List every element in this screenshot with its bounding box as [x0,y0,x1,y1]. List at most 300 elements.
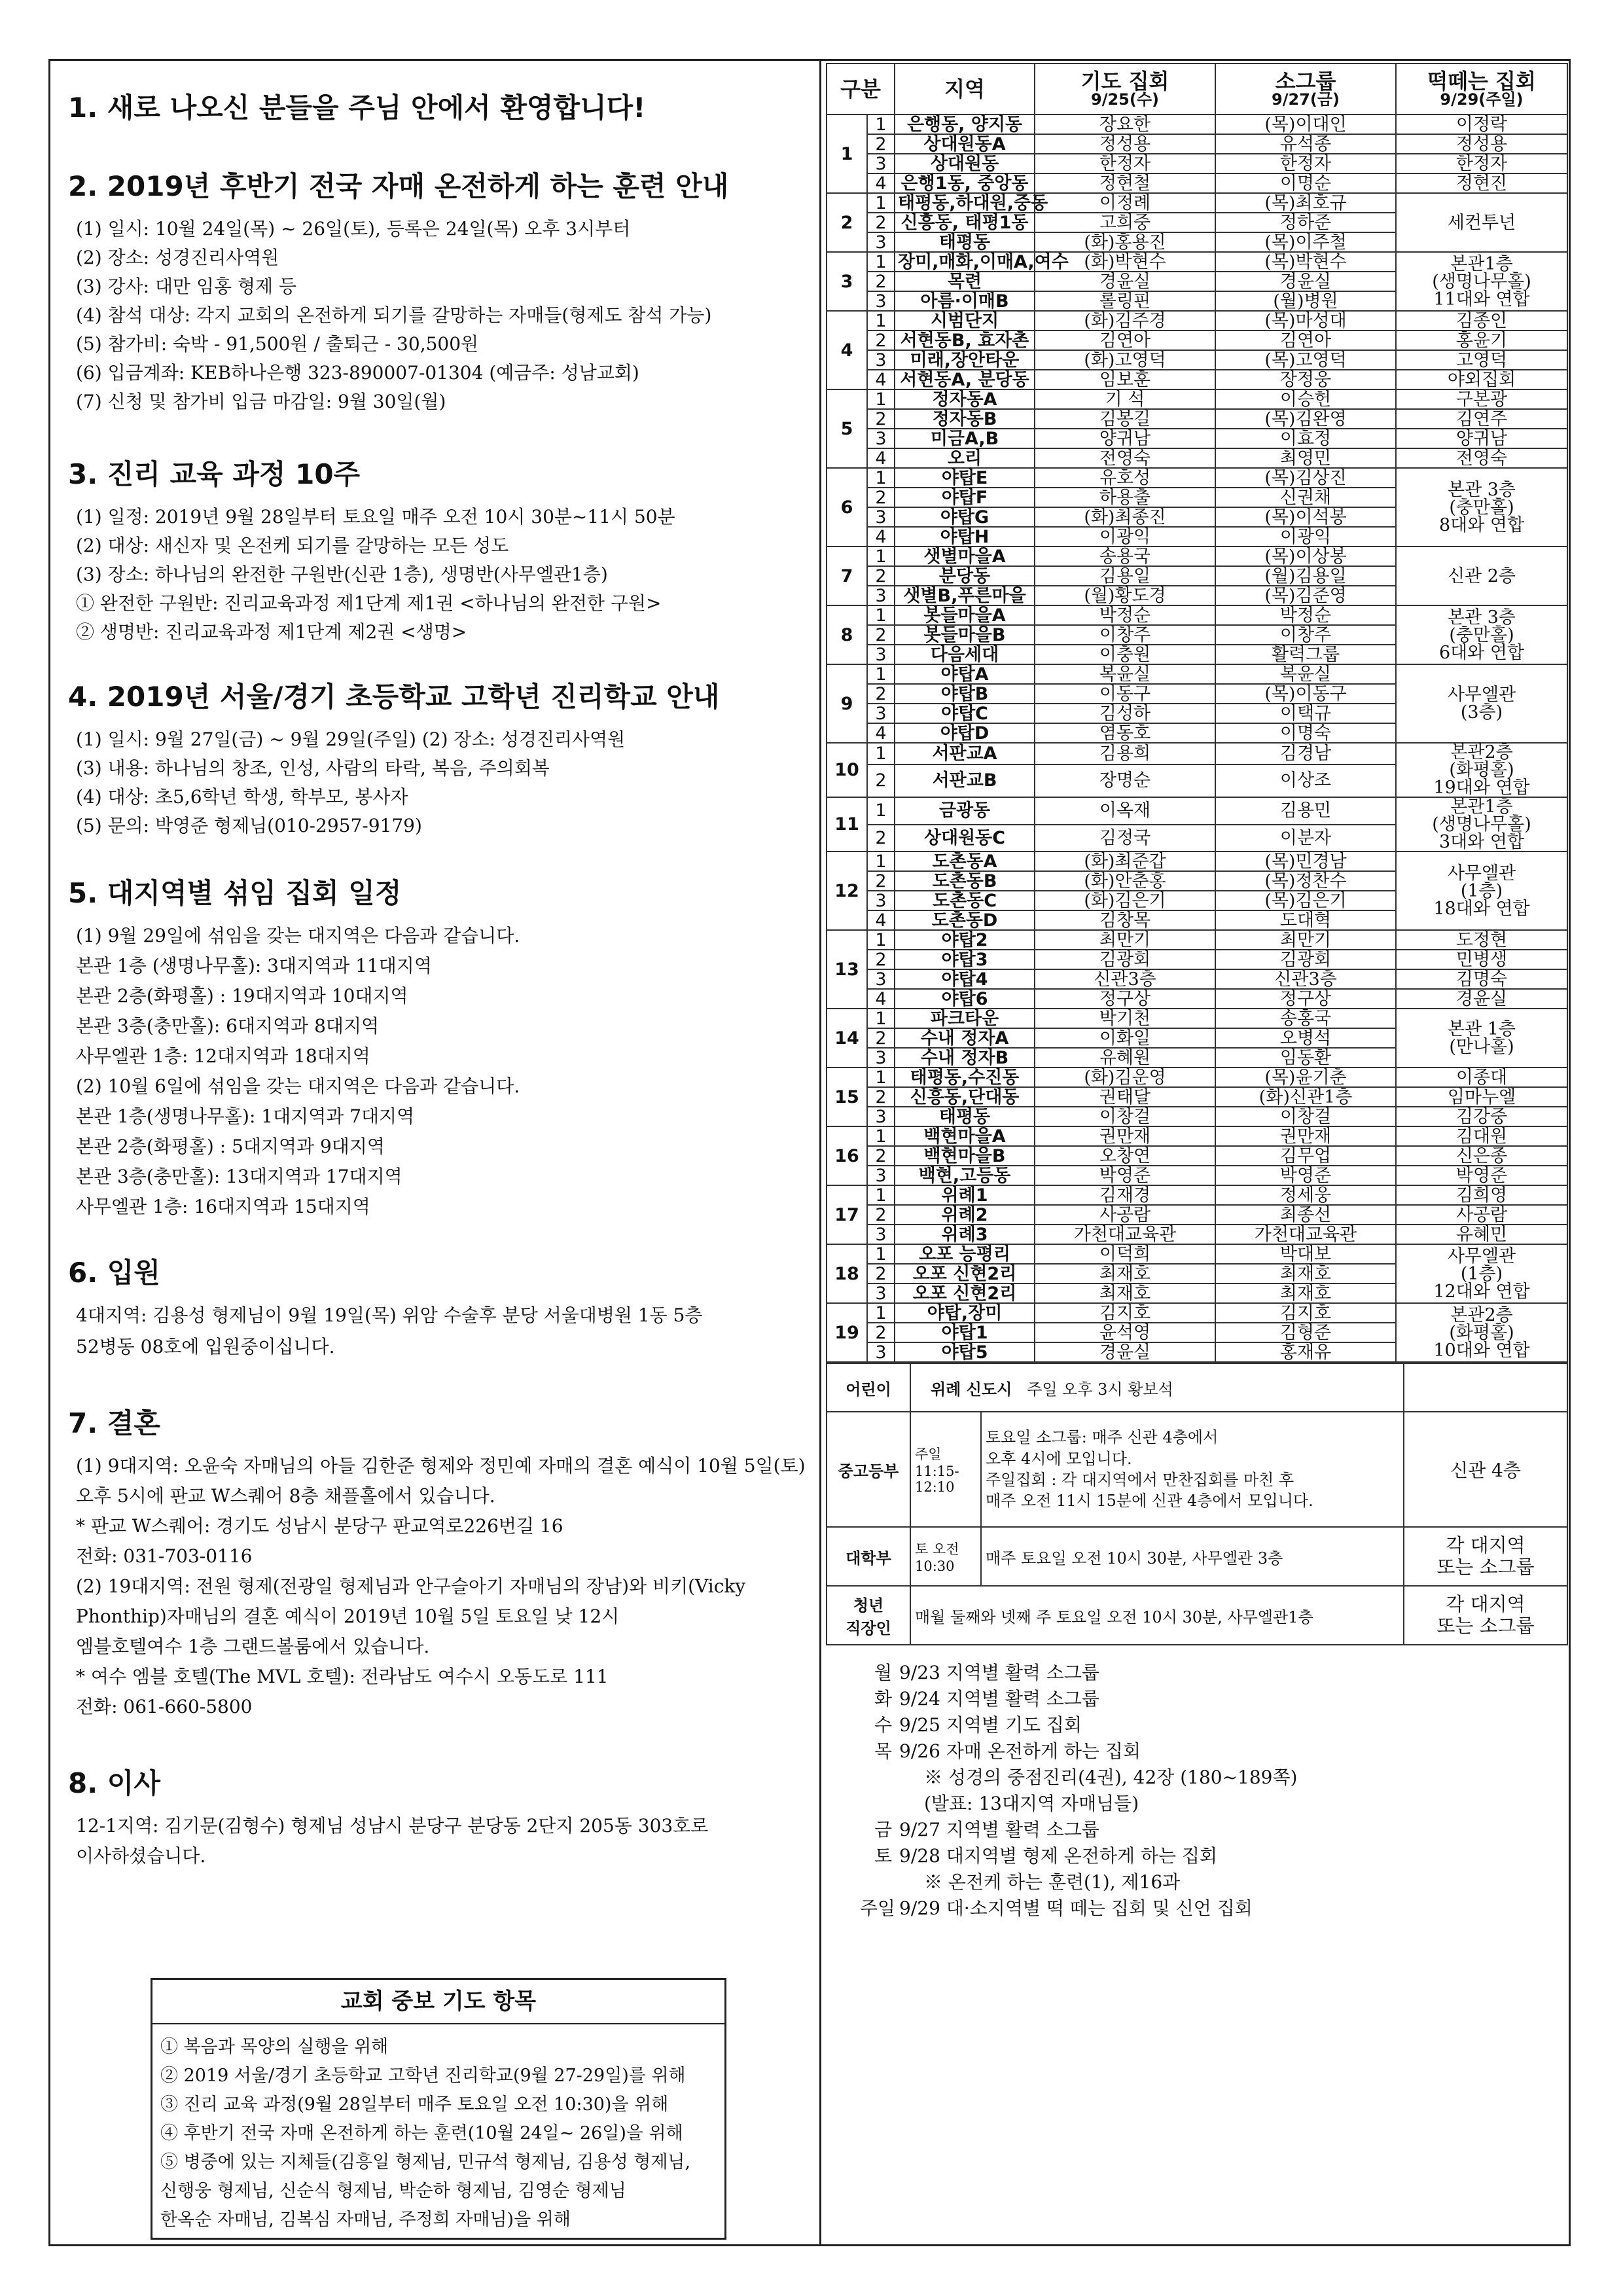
area-name: 도촌동B [895,871,1035,891]
prayer-meeting-leader: 이창걸 [1035,1107,1215,1126]
area-name: 오포 신현2리 [895,1264,1035,1283]
weekly-day: 주일 [860,1897,896,1919]
prayer-meeting-leader: 장요한 [1035,115,1215,134]
section-title: 6. 입원 [68,1257,160,1289]
region-group-number: 9 [827,664,867,743]
bread-breaking-place: 사무엘관 (3층) [1396,664,1567,743]
small-group-leader: 송홍국 [1215,1009,1396,1028]
small-group-leader: 가천대교육관 [1215,1225,1396,1244]
prayer-meeting-leader: 박영준 [1035,1166,1215,1185]
row-number: 1 [867,389,895,409]
prayer-meeting-leader: 유호성 [1035,468,1215,488]
small-group-leader: 박영준 [1215,1166,1396,1185]
area-name: 태평동 [895,232,1035,252]
weekly-day: 토 [874,1845,893,1867]
section-line: 이사하셨습니다. [76,1845,206,1867]
prayer-meeting-leader: (화)안춘홍 [1035,871,1215,891]
small-group-leader: 활력그룹 [1215,645,1396,664]
prayer-meeting-leader: 박정순 [1035,605,1215,625]
header-bread-date: 9/29(주일) [1440,90,1524,109]
section-line: (3) 내용: 하나님의 창조, 인성, 사람의 타락, 복음, 주의회복 [76,757,550,779]
small-group-leader: 정구상 [1215,989,1396,1009]
section-line: 사무엘관 1층: 12대지역과 18대지역 [76,1045,370,1067]
prayer-meeting-leader: 기 석 [1035,389,1215,409]
schedule-row [827,605,1567,625]
small-group-leader: (목)김상진 [1215,468,1396,488]
area-name: 백현마을B [895,1146,1035,1166]
schedule-row [827,1009,1567,1028]
section-line: * 여수 엠블 호텔(The MVL 호텔): 전라남도 여수시 오동도로 111 [76,1666,609,1687]
prayer-meeting-leader: 임보훈 [1035,370,1215,389]
schedule-row [827,1205,1567,1225]
row-number: 1 [867,1244,895,1264]
area-name: 야탑A [895,664,1035,684]
area-name: 수내 정자A [895,1028,1035,1048]
row-number: 1 [867,1067,895,1087]
small-group-leader: (월)김용일 [1215,566,1396,586]
area-name: 야탑2 [895,930,1035,950]
area-name: 야탑G [895,507,1035,527]
prayer-meeting-leader: 최만기 [1035,930,1215,950]
bread-breaking-leader: 고영덕 [1396,350,1567,370]
prayer-meeting-leader: 김지호 [1035,1303,1215,1323]
bread-breaking-place: 세컨투넌 [1396,193,1567,252]
section-title: 2. 2019년 후반기 전국 자매 온전하게 하는 훈련 안내 [68,170,729,202]
prayer-meeting-leader: (월)황도경 [1035,586,1215,605]
row-number: 3 [867,291,895,311]
weekly-day: 금 [874,1819,893,1840]
bread-breaking-leader: 임마누엘 [1396,1087,1567,1107]
schedule-row [827,547,1567,566]
area-name: 태평동 [895,1107,1035,1126]
area-name: 야탑3 [895,950,1035,969]
area-name: 오포 신현2리 [895,1283,1035,1303]
row-number: 3 [867,1283,895,1303]
section-line: 4대지역: 김용성 형제님이 9월 19일(목) 위암 수술후 분당 서울대병원 1동 5층 [76,1304,703,1326]
small-group-leader: 장정웅 [1215,370,1396,389]
prayer-meeting-leader: (화)최종진 [1035,507,1215,527]
row-number: 4 [867,448,895,468]
small-group-leader: 정세웅 [1215,1185,1396,1205]
youth-time: 주일 11:15-12:10 [910,1412,981,1527]
region-group-number: 7 [827,547,867,605]
section-line: (4) 대상: 초5,6학년 학생, 학부모, 봉사자 [76,786,408,808]
row-number: 2 [867,684,895,704]
small-group-leader: (목)이주철 [1215,232,1396,252]
section-line: (5) 참가비: 숙박 - 91,500원 / 출퇴근 - 30,500원 [76,333,479,355]
prayer-meeting-leader: 김창목 [1035,910,1215,930]
row-number: 1 [867,1126,895,1146]
small-group-leader: 이승헌 [1215,389,1396,409]
bread-breaking-leader: 신은종 [1396,1146,1567,1166]
bread-breaking-leader: 유혜민 [1396,1225,1567,1244]
small-group-leader: 홍재유 [1215,1342,1396,1362]
weekly-day: 월 [874,1662,893,1683]
prayer-meeting-leader: 최재호 [1035,1264,1215,1283]
section-line: (4) 참석 대상: 각지 교회의 온전하게 되기를 갈망하는 자매들(형제도 참석 가능) [76,304,712,326]
bread-breaking-leader: 민병생 [1396,950,1567,969]
area-name: 야탑5 [895,1342,1035,1362]
section-line: (1) 일시: 9월 27일(금) ~ 9월 29일(주일) (2) 장소: 성경진리사역원 [76,728,626,750]
section-line: 사무엘관 1층: 16대지역과 15대지역 [76,1196,370,1217]
area-name: 아름·이매B [895,291,1035,311]
row-number: 2 [867,566,895,586]
area-name: 서판교B [895,764,1035,797]
section-line: * 판교 W스퀘어: 경기도 성남시 분당구 판교역로226번길 16 [76,1515,563,1537]
bread-breaking-leader: 김강중 [1396,1107,1567,1126]
prayer-meeting-leader: 한정자 [1035,154,1215,173]
row-number: 4 [867,910,895,930]
prayer-meeting-leader: 고희중 [1035,213,1215,232]
youth-label: 중고등부 [827,1412,910,1527]
area-name: 위례2 [895,1205,1035,1225]
section-line: (1) 9월 29일에 섞임을 갖는 대지역은 다음과 같습니다. [76,925,520,946]
workers-row [827,1586,1567,1645]
schedule-row [827,134,1567,154]
schedule-row [827,389,1567,409]
schedule-row [827,1166,1567,1185]
small-group-leader: 김경남 [1215,743,1396,764]
area-name: 샛별마을A [895,547,1035,566]
row-number: 1 [867,311,895,331]
schedule-row [827,989,1567,1009]
row-number: 4 [867,989,895,1009]
weekly-entry: 9/25 지역별 기도 집회 [899,1714,1082,1736]
section-line: (6) 입금계좌: KEB하나은행 323-890007-01304 (예금주: 성남교회) [76,362,639,384]
small-group-leader: 김무업 [1215,1146,1396,1166]
region-group-number: 17 [827,1185,867,1244]
header-prayer-title: 기도 집회 [1080,69,1169,94]
row-number: 2 [867,1264,895,1283]
area-name: 태평동,수진동 [895,1067,1035,1087]
prayer-meeting-leader: 사공람 [1035,1205,1215,1225]
college-row [827,1527,1567,1586]
small-group-leader: (목)김준영 [1215,586,1396,605]
row-number: 1 [867,193,895,213]
schedule-row [827,173,1567,193]
schedule-row [827,664,1567,684]
small-group-leader: 최재호 [1215,1264,1396,1283]
department-schedule-table [826,1363,1568,1645]
area-name: 오리 [895,448,1035,468]
schedule-row [827,311,1567,331]
small-group-leader: 복윤실 [1215,664,1396,684]
section-title: 5. 대지역별 섞임 집회 일정 [68,877,402,909]
prayer-meeting-leader: 박기천 [1035,1009,1215,1028]
schedule-row [827,1185,1567,1205]
small-group-leader: 김연아 [1215,331,1396,350]
row-number: 2 [867,625,895,645]
schedule-row [827,1225,1567,1244]
prayer-meeting-leader: 장명순 [1035,764,1215,797]
small-group-leader: (목)정찬수 [1215,871,1396,891]
row-number: 4 [867,370,895,389]
section-line: 전화: 031-703-0116 [76,1545,253,1567]
prayer-item: 한옥순 자매님, 김복심 자매님, 주정희 자매님)을 위해 [160,2210,571,2230]
workers-text: 매월 둘째와 넷째 주 토요일 오전 10시 30분, 사무엘관1층 [910,1586,1404,1645]
area-name: 은행동, 양지동 [895,115,1035,134]
small-group-leader: (목)김은기 [1215,891,1396,910]
schedule-row [827,409,1567,429]
weekly-entry: 9/29 대·소지역별 떡 떼는 집회 및 신언 집회 [899,1897,1253,1919]
area-name: 야탑E [895,468,1035,488]
row-number: 2 [867,1205,895,1225]
row-number: 3 [867,1166,895,1185]
header-group-date: 9/27(금) [1272,90,1340,109]
prayer-meeting-leader: 김정국 [1035,825,1215,852]
row-number: 2 [867,1028,895,1048]
prayer-meeting-leader: 이덕희 [1035,1244,1215,1264]
area-name: 야탑D [895,723,1035,743]
prayer-meeting-leader: 가천대교육관 [1035,1225,1215,1244]
prayer-meeting-leader: 송용국 [1035,547,1215,566]
schedule-row [827,1067,1567,1087]
children-place [1404,1363,1567,1412]
prayer-meeting-leader: 양귀남 [1035,429,1215,448]
bread-breaking-place: 본관 3층 (충만홀) 8대와 연합 [1396,468,1567,547]
region-group-number: 4 [827,311,867,389]
row-number: 1 [867,797,895,825]
area-name: 정자동A [895,389,1035,409]
area-name: 수내 정자B [895,1048,1035,1067]
area-name: 신흥동, 태평1동 [895,213,1035,232]
region-group-number: 18 [827,1244,867,1303]
row-number: 3 [867,1225,895,1244]
area-name: 파크타운 [895,1009,1035,1028]
area-name: 태평동,하대원,중동 [895,193,1035,213]
row-number: 2 [867,409,895,429]
row-number: 2 [867,331,895,350]
weekly-entry: 9/26 자매 온전하게 하는 집회 [899,1740,1141,1762]
bread-breaking-leader: 정성용 [1396,134,1567,154]
bread-breaking-place: 본관1층 (생명나무홀) 3대와 연합 [1396,797,1567,852]
prayer-meeting-leader: 정구상 [1035,989,1215,1009]
row-number: 3 [867,704,895,723]
row-number: 1 [867,1303,895,1323]
area-name: 금광동 [895,797,1035,825]
schedule-row [827,969,1567,989]
schedule-row [827,1087,1567,1107]
bread-breaking-leader: 양귀남 [1396,429,1567,448]
prayer-meeting-leader: 롤링핀 [1035,291,1215,311]
college-time: 토 오전 10:30 [910,1527,981,1586]
prayer-meeting-leader: 김용일 [1035,566,1215,586]
bread-breaking-leader: 김희영 [1396,1185,1567,1205]
area-name: 야탑C [895,704,1035,723]
area-name: 상대원동A [895,134,1035,154]
bread-breaking-leader: 김연주 [1396,409,1567,429]
header-group-title: 소그룹 [1275,69,1336,94]
section-title: 7. 결혼 [68,1407,160,1439]
area-name: 미래,장안타운 [895,350,1035,370]
row-number: 1 [867,547,895,566]
small-group-leader: 신관3층 [1215,969,1396,989]
row-number: 1 [867,252,895,272]
bread-breaking-leader: 도정현 [1396,930,1567,950]
small-group-leader: 도대혁 [1215,910,1396,930]
bread-breaking-leader: 야외집회 [1396,370,1567,389]
small-group-leader: 이창주 [1215,625,1396,645]
workers-label: 청년 직장인 [827,1586,910,1645]
small-group-leader: (목)이석봉 [1215,507,1396,527]
header-prayer-meeting [1035,63,1215,115]
small-group-leader: 김용민 [1215,797,1396,825]
row-number: 1 [867,1009,895,1028]
row-number: 4 [867,527,895,547]
area-name: 시범단지 [895,311,1035,331]
section-line: (2) 19대지역: 전원 형제(전광일 형제님과 안구슬아기 자매님의 장남)와 비키(Vicky [76,1575,746,1597]
region-group-number: 3 [827,252,867,311]
area-name: 상대원동 [895,154,1035,173]
header-prayer-date: 9/25(수) [1091,90,1160,109]
area-name: 장미,매화,이매A,여수 [895,252,1035,272]
weekly-entry: 9/28 대지역별 형제 온전하게 하는 집회 [899,1845,1218,1867]
weekly-day: 목 [874,1740,893,1762]
schedule-row [827,950,1567,969]
section-line: (2) 대상: 새신자 및 온전케 되기를 갈망하는 모든 성도 [76,535,509,556]
region-group-number: 19 [827,1303,867,1362]
area-name: 목련 [895,272,1035,291]
small-group-leader: 박정순 [1215,605,1396,625]
prayer-item: ② 2019 서울/경기 초등학교 고학년 진리학교(9월 27-29일)를 위해 [160,2066,686,2086]
schedule-header-row [827,63,1567,115]
region-group-number: 16 [827,1126,867,1185]
region-group-number: 2 [827,193,867,252]
row-number: 2 [867,871,895,891]
prayer-meeting-leader: 정현철 [1035,173,1215,193]
small-group-leader: 박대보 [1215,1244,1396,1264]
prayer-meeting-leader: 전영숙 [1035,448,1215,468]
section-line: (5) 문의: 박영준 형제님(010-2957-9179) [76,815,422,836]
weekly-entry: 9/27 지역별 활력 소그룹 [899,1819,1099,1840]
youth-text: 토요일 소그룹: 매주 신관 4층에서 오후 4시에 모입니다. 주일집회 : 각 대지역에서 만찬집회를 마친 후 매주 오전 11시 15분에 신관 4층에서 모입니다. [981,1412,1404,1527]
section-line: ① 완전한 구원반: 진리교육과정 제1단계 제1권 <하나님의 완전한 구원> [76,592,662,614]
area-name: 야탑H [895,527,1035,547]
bread-breaking-leader: 구본광 [1396,389,1567,409]
section-title: 4. 2019년 서울/경기 초등학교 고학년 진리학교 안내 [68,681,720,713]
row-number: 2 [867,488,895,507]
prayer-box [151,1978,726,2240]
prayer-meeting-leader: (화)김주경 [1035,311,1215,331]
college-text: 매주 토요일 오전 10시 30분, 사무엘관 3층 [981,1527,1404,1586]
children-text: 주일 오후 3시 황보석 [1027,1380,1173,1399]
row-number: 1 [867,930,895,950]
small-group-leader: 경윤실 [1215,272,1396,291]
schedule-row [827,1303,1567,1323]
area-name: 은행1동, 중앙동 [895,173,1035,193]
children-region: 위례 신도시 [931,1380,1012,1399]
row-number: 2 [867,1146,895,1166]
small-group-leader: 한정자 [1215,154,1396,173]
section-line: (3) 강사: 대만 임홍 형제 등 [76,276,297,297]
prayer-meeting-leader: 복윤실 [1035,664,1215,684]
bread-breaking-leader: 김명숙 [1396,969,1567,989]
row-number: 3 [867,1342,895,1362]
area-name: 야탑1 [895,1323,1035,1342]
region-group-number: 10 [827,743,867,797]
small-group-leader: 김형준 [1215,1323,1396,1342]
prayer-meeting-leader: 이동구 [1035,684,1215,704]
small-group-leader: 이효정 [1215,429,1396,448]
section-line: (1) 일정: 2019년 9월 28일부터 토요일 매주 오전 10시 30분~11시 50분 [76,506,675,528]
prayer-meeting-leader: (화)홍용진 [1035,232,1215,252]
section-line: 본관 2층(화평홀) : 5대지역과 9대지역 [76,1136,385,1157]
area-name: 서현동B, 효자촌 [895,331,1035,350]
row-number: 2 [867,825,895,852]
small-group-leader: 김광회 [1215,950,1396,969]
small-group-leader: 이택규 [1215,704,1396,723]
region-group-number: 12 [827,852,867,930]
area-name: 야탑4 [895,969,1035,989]
area-name: 도촌동D [895,910,1035,930]
small-group-leader: 이명순 [1215,173,1396,193]
weekly-entry: (발표: 13대지역 자매님들) [924,1793,1139,1814]
row-number: 2 [867,1323,895,1342]
prayer-meeting-leader: 유혜원 [1035,1048,1215,1067]
area-name: 서판교A [895,743,1035,764]
section-line: 12-1지역: 김기문(김형수) 형제님 성남시 분당구 분당동 2단지 205동 303호로 [76,1815,709,1837]
small-group-leader: 최재호 [1215,1283,1396,1303]
prayer-meeting-leader: 염동호 [1035,723,1215,743]
weekly-day: 화 [874,1688,893,1710]
college-label: 대학부 [827,1527,910,1586]
row-number: 3 [867,154,895,173]
row-number: 1 [867,1185,895,1205]
prayer-item: ⑤ 병중에 있는 지체들(김흥일 형제님, 민규석 형제님, 김용성 형제님, [160,2152,691,2172]
bread-breaking-place: 본관1층 (생명나무홀) 11대와 연합 [1396,252,1567,311]
prayer-meeting-leader: 권만재 [1035,1126,1215,1146]
prayer-meeting-leader: 김성하 [1035,704,1215,723]
region-group-number: 11 [827,797,867,852]
row-number: 3 [867,429,895,448]
region-group-number: 14 [827,1009,867,1067]
row-number: 1 [867,852,895,871]
area-name: 백현,고등동 [895,1166,1035,1185]
row-number: 1 [867,743,895,764]
region-group-number: 8 [827,605,867,664]
header-gubun: 구분 [827,63,895,115]
announcements-column [52,60,805,2244]
section-title: 3. 진리 교육 과정 10주 [68,458,361,490]
section-line: 본관 1층 (생명나무홀): 3대지역과 11대지역 [76,955,432,977]
row-number: 2 [867,764,895,797]
row-number: 3 [867,891,895,910]
section-line: (2) 장소: 성경진리사역원 [76,247,279,268]
prayer-meeting-leader: 이화일 [1035,1028,1215,1048]
row-number: 4 [867,173,895,193]
prayer-meeting-leader: 최재호 [1035,1283,1215,1303]
bread-breaking-place: 본관 1층 (만나홀) [1396,1009,1567,1067]
area-name: 정자동B [895,409,1035,429]
schedule-row [827,154,1567,173]
prayer-item: ③ 진리 교육 과정(9월 28일부터 매주 토요일 오전 10:30)을 위해 [160,2094,669,2115]
section-title: 1. 새로 나오신 분들을 주님 안에서 환영합니다! [68,92,646,124]
prayer-meeting-leader: 하용출 [1035,488,1215,507]
meeting-schedule-table [826,63,1568,1363]
prayer-meeting-leader: (화)박현수 [1035,252,1215,272]
row-number: 3 [867,507,895,527]
header-bread-breaking [1396,63,1567,115]
small-group-leader: (목)이상봉 [1215,547,1396,566]
row-number: 3 [867,1107,895,1126]
region-group-number: 6 [827,468,867,547]
area-name: 서현동A, 분당동 [895,370,1035,389]
children-label: 어린이 [827,1363,910,1412]
area-name: 오포 능평리 [895,1244,1035,1264]
small-group-leader: 이명숙 [1215,723,1396,743]
area-name: 상대원동C [895,825,1035,852]
small-group-leader: 이분자 [1215,825,1396,852]
